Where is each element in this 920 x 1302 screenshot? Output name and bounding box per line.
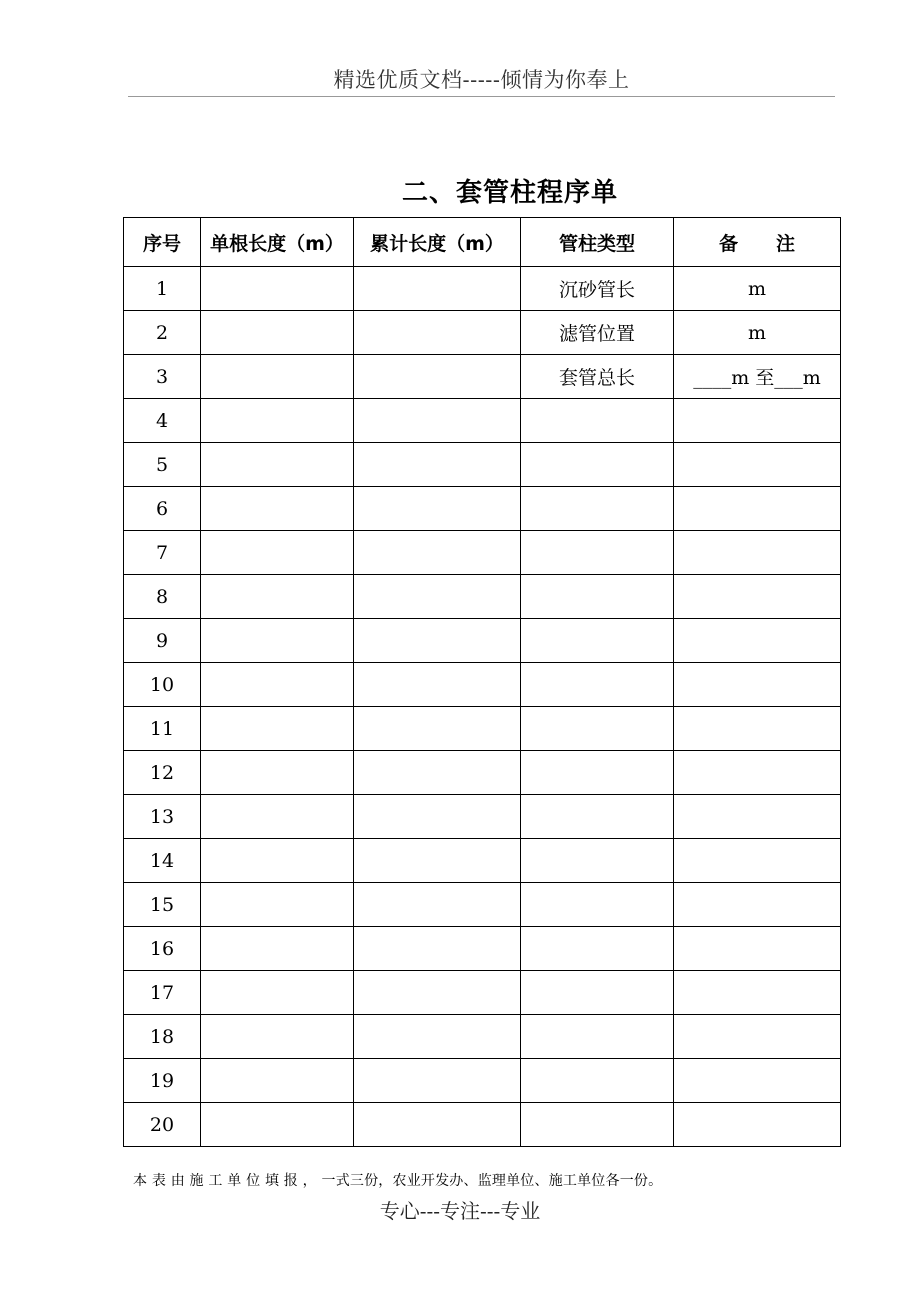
cell-cumulative-length[interactable] — [354, 487, 521, 531]
cell-no: 8 — [124, 575, 201, 619]
table-row — [124, 1059, 841, 1103]
cell-no: 19 — [124, 1059, 201, 1103]
table-row — [124, 751, 841, 795]
table-body — [124, 267, 841, 1147]
table-row — [124, 355, 841, 399]
column-header-cumulative-length: 累计长度（m） — [354, 218, 521, 267]
cell-cumulative-length[interactable] — [354, 839, 521, 883]
cell-single-length[interactable] — [201, 355, 354, 399]
cell-remark: ____m 至___m — [674, 355, 841, 399]
cell-no: 17 — [124, 971, 201, 1015]
cell-remark: m — [674, 267, 841, 311]
cell-no: 11 — [124, 707, 201, 751]
cell-remark[interactable] — [674, 663, 841, 707]
cell-pipe-type[interactable] — [521, 795, 674, 839]
cell-single-length[interactable] — [201, 443, 354, 487]
cell-single-length[interactable] — [201, 267, 354, 311]
cell-no: 14 — [124, 839, 201, 883]
table-row — [124, 575, 841, 619]
cell-remark[interactable] — [674, 487, 841, 531]
table-row — [124, 1103, 841, 1147]
cell-single-length[interactable] — [201, 1103, 354, 1147]
cell-no: 7 — [124, 531, 201, 575]
cell-pipe-type[interactable] — [521, 443, 674, 487]
cell-cumulative-length[interactable] — [354, 531, 521, 575]
cell-no: 12 — [124, 751, 201, 795]
cell-no: 20 — [124, 1103, 201, 1147]
cell-cumulative-length[interactable] — [354, 795, 521, 839]
column-header-single-length: 单根长度（m） — [201, 218, 354, 267]
cell-pipe-type[interactable] — [521, 663, 674, 707]
cell-single-length[interactable] — [201, 1059, 354, 1103]
cell-remark[interactable] — [674, 1015, 841, 1059]
cell-pipe-type[interactable] — [521, 575, 674, 619]
cell-no: 16 — [124, 927, 201, 971]
table-row — [124, 443, 841, 487]
table-row — [124, 795, 841, 839]
casing-program-table — [123, 217, 841, 1147]
column-header-no: 序号 — [124, 218, 201, 267]
cell-single-length[interactable] — [201, 795, 354, 839]
cell-remark[interactable] — [674, 707, 841, 751]
cell-no: 18 — [124, 1015, 201, 1059]
table-row — [124, 663, 841, 707]
cell-no: 2 — [124, 311, 201, 355]
cell-pipe-type[interactable] — [521, 531, 674, 575]
cell-pipe-type[interactable] — [521, 1015, 674, 1059]
cell-cumulative-length[interactable] — [354, 575, 521, 619]
cell-single-length[interactable] — [201, 487, 354, 531]
cell-cumulative-length[interactable] — [354, 267, 521, 311]
cell-remark[interactable] — [674, 575, 841, 619]
cell-pipe-type[interactable] — [521, 927, 674, 971]
cell-cumulative-length[interactable] — [354, 1103, 521, 1147]
cell-cumulative-length[interactable] — [354, 971, 521, 1015]
cell-remark[interactable] — [674, 971, 841, 1015]
cell-remark[interactable] — [674, 399, 841, 443]
column-header-remark: 备 注 — [674, 218, 841, 267]
cell-no: 1 — [124, 267, 201, 311]
column-header-pipe-type: 管柱类型 — [521, 218, 674, 267]
cell-remark[interactable] — [674, 1103, 841, 1147]
cell-no: 15 — [124, 883, 201, 927]
cell-cumulative-length[interactable] — [354, 1059, 521, 1103]
cell-no: 10 — [124, 663, 201, 707]
cell-no: 3 — [124, 355, 201, 399]
cell-single-length[interactable] — [201, 707, 354, 751]
table-row — [124, 619, 841, 663]
cell-cumulative-length[interactable] — [354, 707, 521, 751]
cell-single-length[interactable] — [201, 399, 354, 443]
cell-no: 6 — [124, 487, 201, 531]
cell-single-length[interactable] — [201, 663, 354, 707]
cell-pipe-type: 滤管位置 — [521, 311, 674, 355]
cell-remark[interactable] — [674, 531, 841, 575]
table-row — [124, 531, 841, 575]
cell-single-length[interactable] — [201, 971, 354, 1015]
cell-remark[interactable] — [674, 751, 841, 795]
table-row — [124, 399, 841, 443]
cell-single-length[interactable] — [201, 751, 354, 795]
table-row — [124, 1015, 841, 1059]
page-footer: 专心---专注---专业 — [379, 1199, 541, 1223]
cell-single-length[interactable] — [201, 531, 354, 575]
cell-remark[interactable] — [674, 839, 841, 883]
cell-cumulative-length[interactable] — [354, 883, 521, 927]
cell-remark[interactable] — [674, 883, 841, 927]
table-row — [124, 311, 841, 355]
cell-pipe-type: 套管总长 — [521, 355, 674, 399]
cell-pipe-type: 沉砂管长 — [521, 267, 674, 311]
cell-cumulative-length[interactable] — [354, 927, 521, 971]
cell-cumulative-length[interactable] — [354, 443, 521, 487]
cell-no: 4 — [124, 399, 201, 443]
cell-pipe-type[interactable] — [521, 399, 674, 443]
cell-pipe-type[interactable] — [521, 751, 674, 795]
cell-remark[interactable] — [674, 1059, 841, 1103]
cell-remark: m — [674, 311, 841, 355]
cell-single-length[interactable] — [201, 575, 354, 619]
cell-no: 5 — [124, 443, 201, 487]
table-row — [124, 839, 841, 883]
cell-single-length[interactable] — [201, 883, 354, 927]
cell-cumulative-length[interactable] — [354, 311, 521, 355]
cell-remark[interactable] — [674, 927, 841, 971]
cell-cumulative-length[interactable] — [354, 355, 521, 399]
cell-pipe-type[interactable] — [521, 839, 674, 883]
cell-single-length[interactable] — [201, 1015, 354, 1059]
cell-no: 9 — [124, 619, 201, 663]
cell-single-length[interactable] — [201, 311, 354, 355]
cell-pipe-type[interactable] — [521, 707, 674, 751]
table-header-row — [124, 218, 841, 267]
cell-single-length[interactable] — [201, 839, 354, 883]
cell-pipe-type[interactable] — [521, 1059, 674, 1103]
cell-pipe-type[interactable] — [521, 487, 674, 531]
page-header: 精选优质文档-----倾情为你奉上 — [333, 68, 630, 92]
document-title: 二、套管柱程序单 — [401, 178, 618, 208]
footnote: 本 表 由 施 工 单 位 填 报 ， 一式三份，农业开发办、监理单位、施工单位各一份。 — [133, 1173, 663, 1189]
table-row — [124, 927, 841, 971]
cell-pipe-type[interactable] — [521, 971, 674, 1015]
cell-remark[interactable] — [674, 443, 841, 487]
table-row — [124, 971, 841, 1015]
cell-cumulative-length[interactable] — [354, 1015, 521, 1059]
cell-pipe-type[interactable] — [521, 883, 674, 927]
cell-single-length[interactable] — [201, 927, 354, 971]
cell-pipe-type[interactable] — [521, 619, 674, 663]
cell-no: 13 — [124, 795, 201, 839]
header-divider — [128, 96, 835, 97]
table-row — [124, 883, 841, 927]
table-row — [124, 267, 841, 311]
cell-remark[interactable] — [674, 619, 841, 663]
cell-pipe-type[interactable] — [521, 1103, 674, 1147]
table-row — [124, 707, 841, 751]
table-row — [124, 487, 841, 531]
cell-cumulative-length[interactable] — [354, 751, 521, 795]
cell-remark[interactable] — [674, 795, 841, 839]
cell-cumulative-length[interactable] — [354, 619, 521, 663]
cell-cumulative-length[interactable] — [354, 399, 521, 443]
cell-single-length[interactable] — [201, 619, 354, 663]
cell-cumulative-length[interactable] — [354, 663, 521, 707]
